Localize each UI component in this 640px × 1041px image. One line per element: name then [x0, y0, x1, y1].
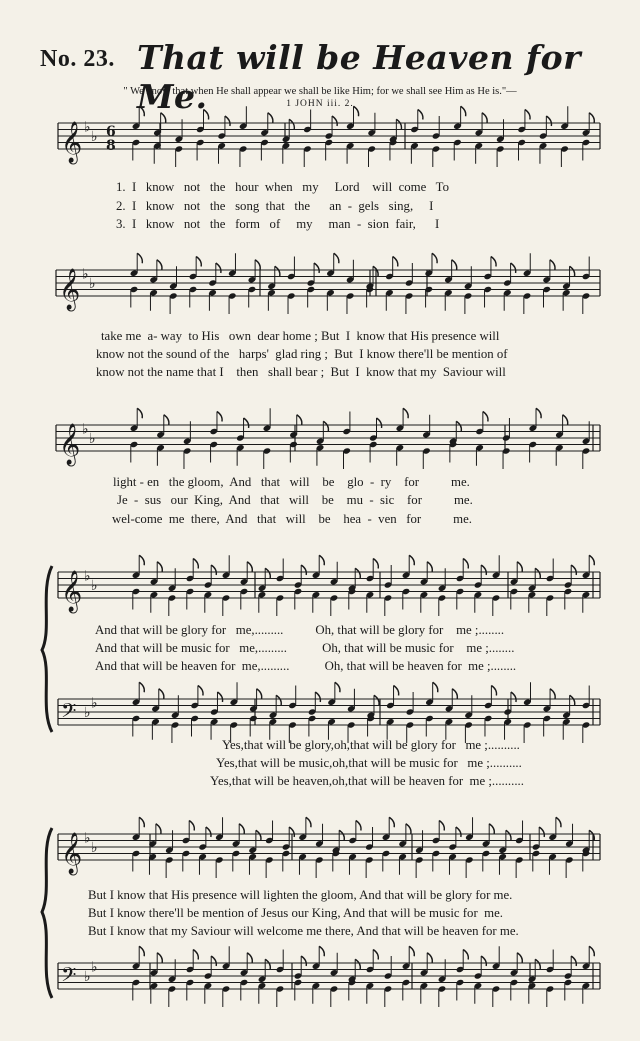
scripture-reference: 1 JOHN iii. 2.	[286, 99, 354, 109]
lyric-line-8: Je - sus our King, And that will be mu - sic for me.	[117, 493, 473, 507]
lyric-line-14: Yes,that will be music,oh,that will be music for me ;..........	[216, 756, 522, 770]
lyric-line-9: wel-come me there, And that will be hea - ven for me.	[112, 512, 472, 526]
lyric-line-16: But I know that His presence will lighten the gloom, And that will be glory for me.	[88, 888, 513, 902]
flat-sign: ♭	[84, 705, 91, 721]
lyric-line-1: 1. I know not the hour when my Lord will come To	[116, 180, 449, 194]
lyric-line-18: But I know that my Saviour will welcome me there, And that will be heaven for me.	[88, 924, 519, 938]
lyric-line-5: know not the sound of the harps' glad ring ; But I know there'll be mention of	[96, 347, 508, 361]
lyric-line-2: 2. I know not the song that the an - gels sing, I	[116, 199, 434, 213]
flat-sign: ♭	[84, 969, 91, 985]
bass-clef: 𝄢	[61, 699, 77, 727]
lyric-line-7: light - en the gloom, And that will be glo - ry for me.	[113, 475, 470, 489]
flat-sign: ♭	[89, 431, 96, 447]
flat-sign: ♭	[89, 276, 96, 292]
flat-sign: ♭	[84, 119, 91, 136]
treble-clef: 𝄞	[59, 424, 81, 465]
epigraph: " We know that when He shall appear we shall be like Him; for we shall see Him as He is."—	[123, 86, 517, 97]
flat-sign: ♭	[91, 959, 98, 976]
lyric-line-13: Yes,that will be glory,oh,that will be glory for me ;..........	[222, 738, 520, 752]
lyric-line-4: take me a- way to His own dear home ; But I know that His presence will	[101, 329, 500, 343]
flat-sign: ♭	[84, 568, 91, 585]
treble-clef: 𝄞	[61, 833, 83, 874]
lyric-line-17: But I know there'll be mention of Jesus our King, And that will be music for me.	[88, 906, 503, 920]
flat-sign: ♭	[82, 266, 89, 283]
time-signature-bottom: 8	[106, 138, 116, 154]
treble-clef: 𝄞	[61, 571, 83, 612]
treble-clef: 𝄞	[59, 269, 81, 310]
lyric-line-3: 3. I know not the form of my man - sion fair, I	[116, 217, 440, 231]
lyric-line-12: And that will be heaven for me,......... Oh, that will be heaven for me ;........	[95, 659, 517, 673]
treble-clef: 𝄞	[61, 122, 83, 163]
flat-sign: ♭	[82, 421, 89, 438]
flat-sign: ♭	[84, 830, 91, 847]
hymn-title: That will be Heaven for Me.	[137, 38, 582, 116]
lyric-line-15: Yes,that will be heaven,oh,that will be heaven for me ;..........	[210, 774, 524, 788]
lyric-line-6: know not the name that I then shall bear ; But I know that my Saviour will	[96, 365, 506, 379]
lyric-line-11: And that will be music for me,......... Oh, that will be music for me ;........	[95, 641, 515, 655]
flat-sign: ♭	[91, 578, 98, 594]
bass-clef: 𝄢	[61, 963, 77, 991]
flat-sign: ♭	[91, 840, 98, 856]
flat-sign: ♭	[91, 129, 98, 145]
flat-sign: ♭	[91, 695, 98, 712]
time-signature-top: 6	[106, 124, 116, 140]
lyric-line-10: And that will be glory for me,......... Oh, that will be glory for me ;........	[95, 623, 505, 637]
hymn-number: No. 23.	[40, 46, 115, 72]
